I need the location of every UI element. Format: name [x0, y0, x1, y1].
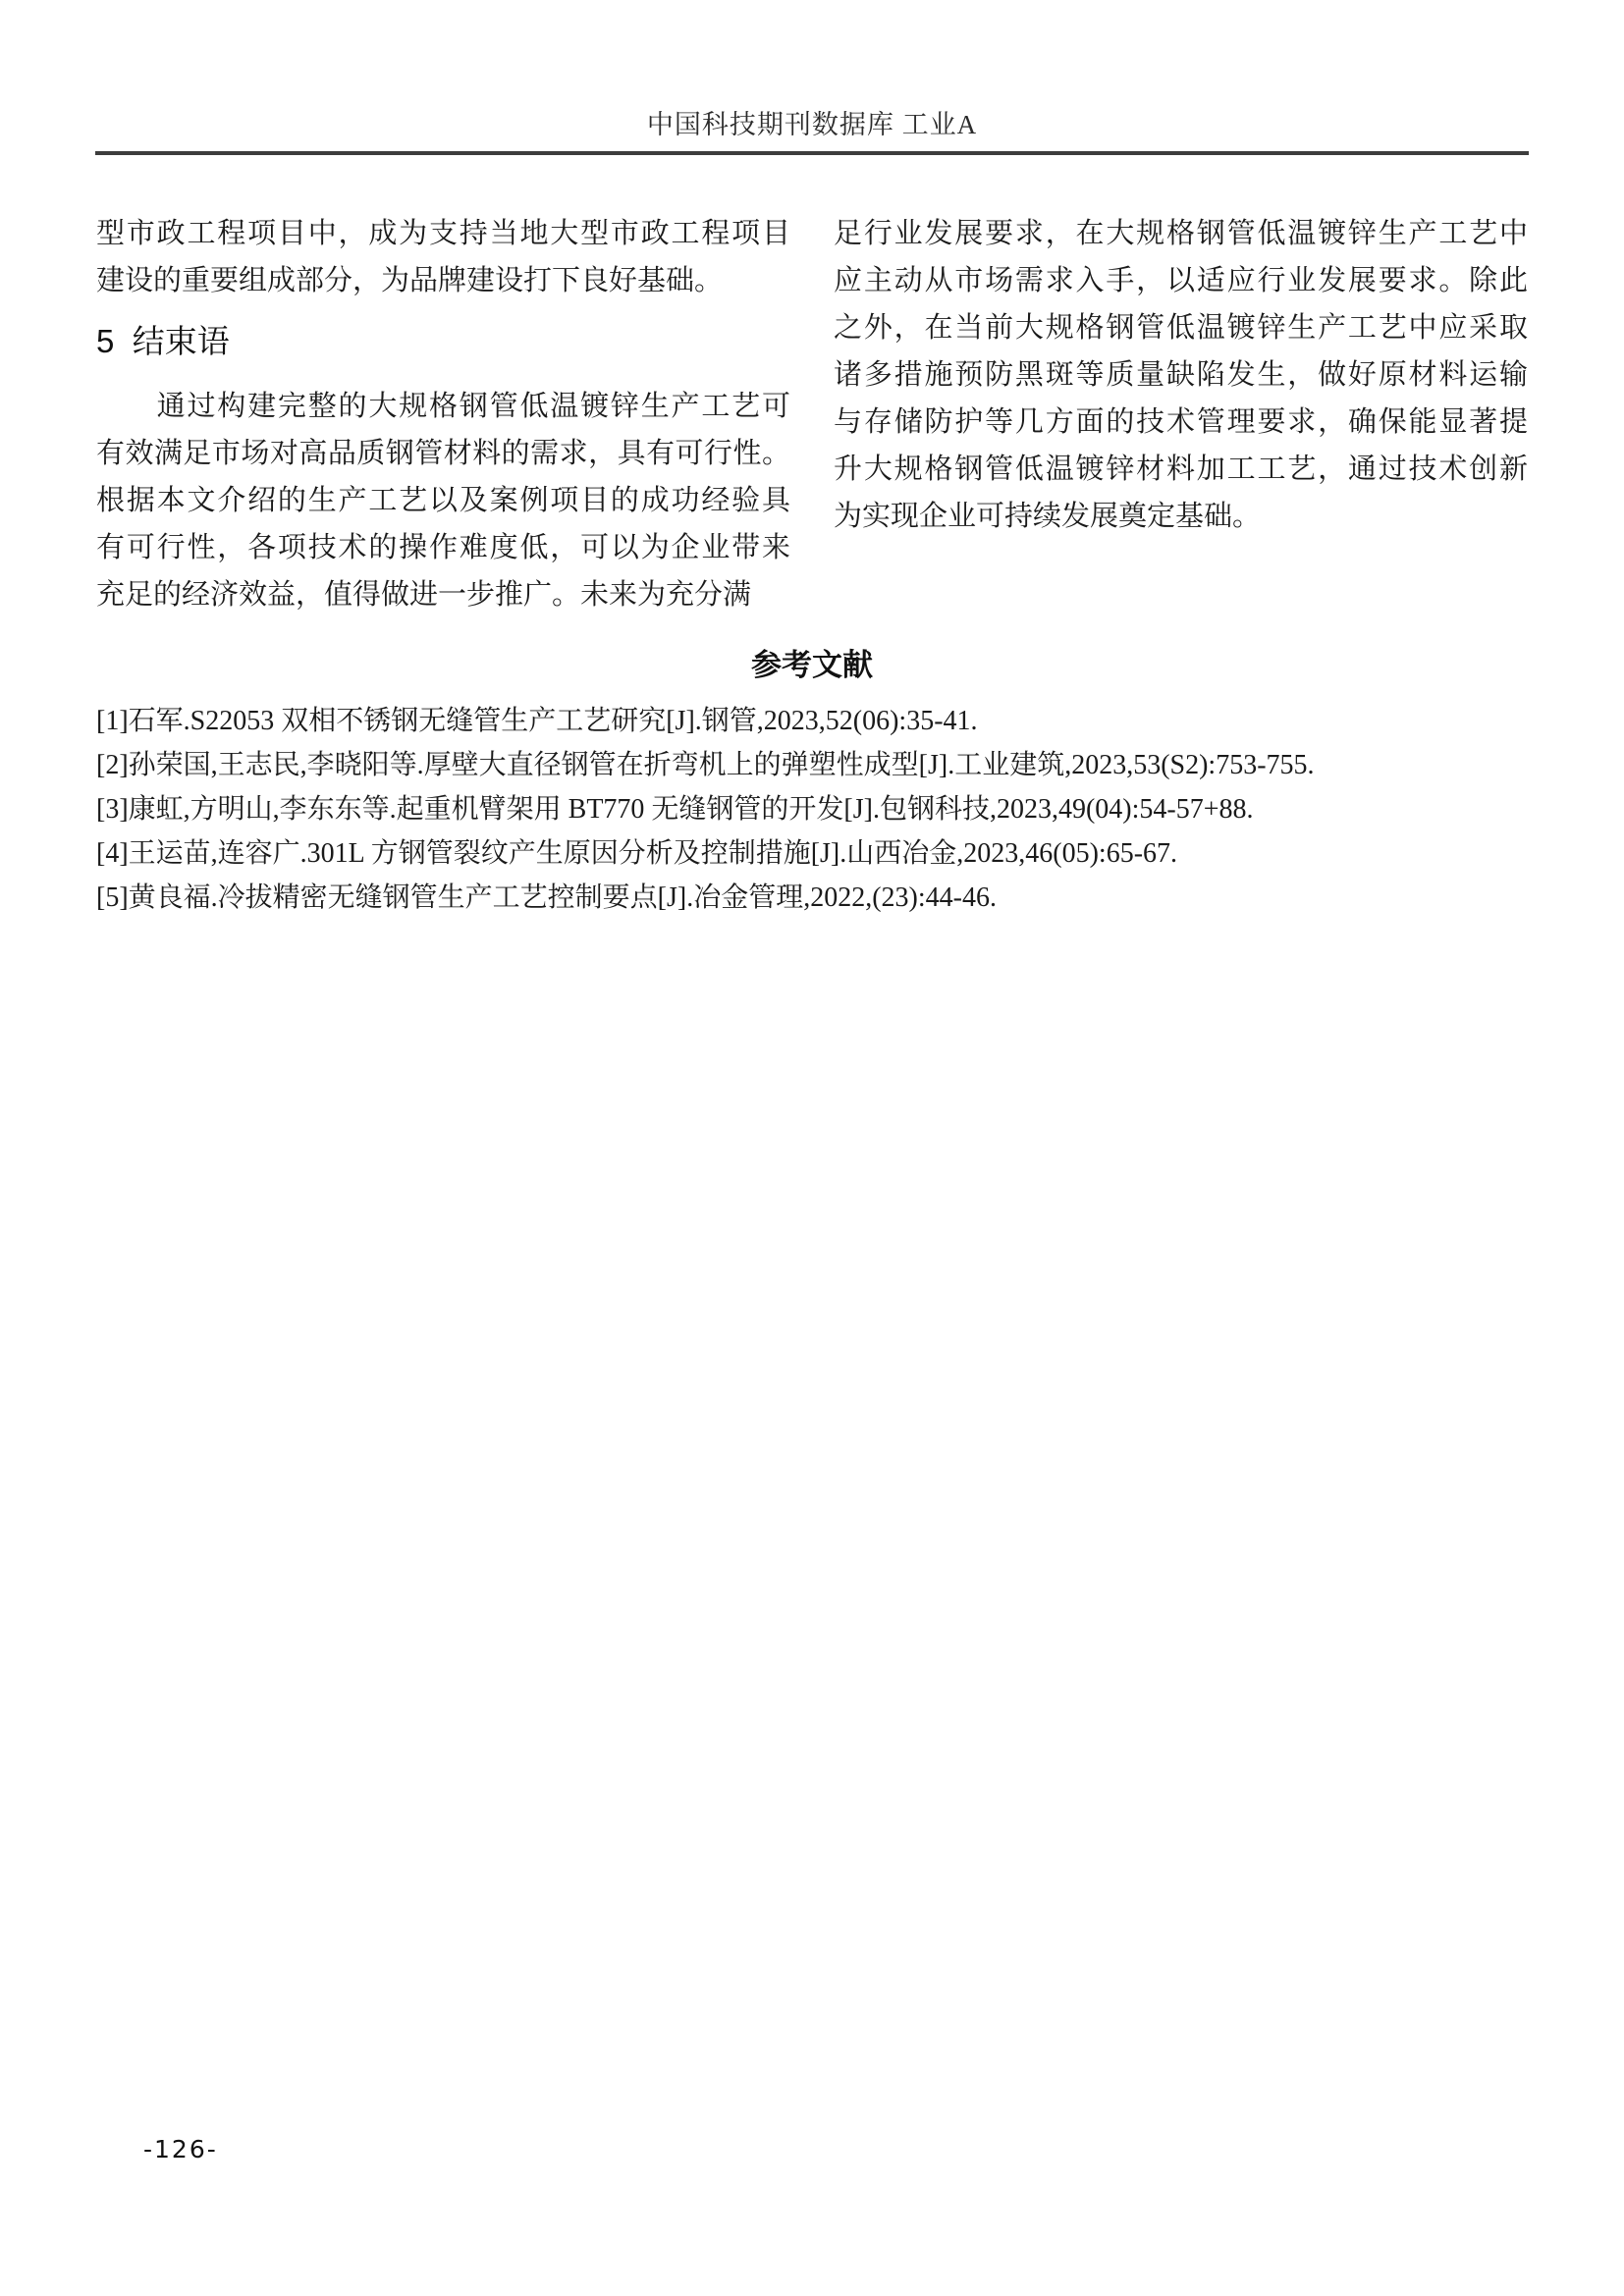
body-text-line: 之外，在当前大规格钢管低温镀锌生产工艺中应采取	[834, 312, 1528, 344]
reference-item: [1]石军.S22053 双相不锈钢无缝管生产工艺研究[J].钢管,2023,52(06):35-41.	[96, 706, 978, 736]
body-text-line: 通过构建完整的大规格钢管低温镀锌生产工艺可	[96, 391, 790, 422]
body-text-line: 为实现企业可持续发展奠定基础。	[834, 501, 1262, 532]
body-text-line: 应主动从市场需求入手，以适应行业发展要求。除此	[834, 265, 1528, 296]
references-section	[0, 644, 1624, 920]
body-text-line: 有可行性，各项技术的操作难度低，可以为企业带来	[96, 532, 790, 563]
body-text-line: 型市政工程项目中，成为支持当地大型市政工程项目	[96, 218, 790, 249]
body-text-line: 根据本文介绍的生产工艺以及案例项目的成功经验具	[96, 485, 790, 516]
right-column	[834, 210, 1528, 618]
article-body	[0, 155, 1624, 618]
reference-item: [4]王运苗,连容广.301L 方钢管裂纹产生原因分析及控制措施[J].山西冶金,2023,46(05):65-67.	[96, 838, 1178, 869]
body-text-line: 建设的重要组成部分，为品牌建设打下良好基础。	[96, 265, 724, 296]
section-heading-conclusion: 5 结束语	[96, 323, 230, 359]
body-text-line: 有效满足市场对高品质钢管材料的需求，具有可行性。	[96, 438, 790, 469]
body-text-line: 与存储防护等几方面的技术管理要求，确保能显著提	[834, 406, 1528, 438]
reference-item: [2]孙荣国,王志民,李晓阳等.厚壁大直径钢管在折弯机上的弹塑性成型[J].工业建筑,2023,53(S2):753-755.	[96, 750, 1315, 780]
journal-header-title: 中国科技期刊数据库 工业A	[646, 110, 978, 139]
body-text-line: 充足的经济效益，值得做进一步推广。未来为充分满	[96, 579, 752, 611]
body-text-line: 升大规格钢管低温镀锌材料加工工艺，通过技术创新	[834, 454, 1528, 485]
page-number: -126-	[143, 2135, 218, 2163]
body-text-line: 足行业发展要求，在大规格钢管低温镀锌生产工艺中	[834, 218, 1528, 249]
reference-item: [3]康虹,方明山,李东东等.起重机臂架用 BT770 无缝钢管的开发[J].包钢科技,2023,49(04):54-57+88.	[96, 794, 1254, 825]
left-paragraph-continuation	[96, 210, 790, 304]
reference-item: [5]黄良福.冷拔精密无缝钢管生产工艺控制要点[J].冶金管理,2022,(23):44-46.	[96, 882, 997, 913]
reference-list	[96, 699, 1528, 920]
references-title: 参考文献	[751, 648, 873, 682]
body-text-line: 诸多措施预防黑斑等质量缺陷发生，做好原材料运输	[834, 359, 1528, 391]
conclusion-paragraph-right	[834, 210, 1528, 540]
conclusion-paragraph-left	[96, 383, 790, 618]
left-column	[96, 210, 790, 618]
